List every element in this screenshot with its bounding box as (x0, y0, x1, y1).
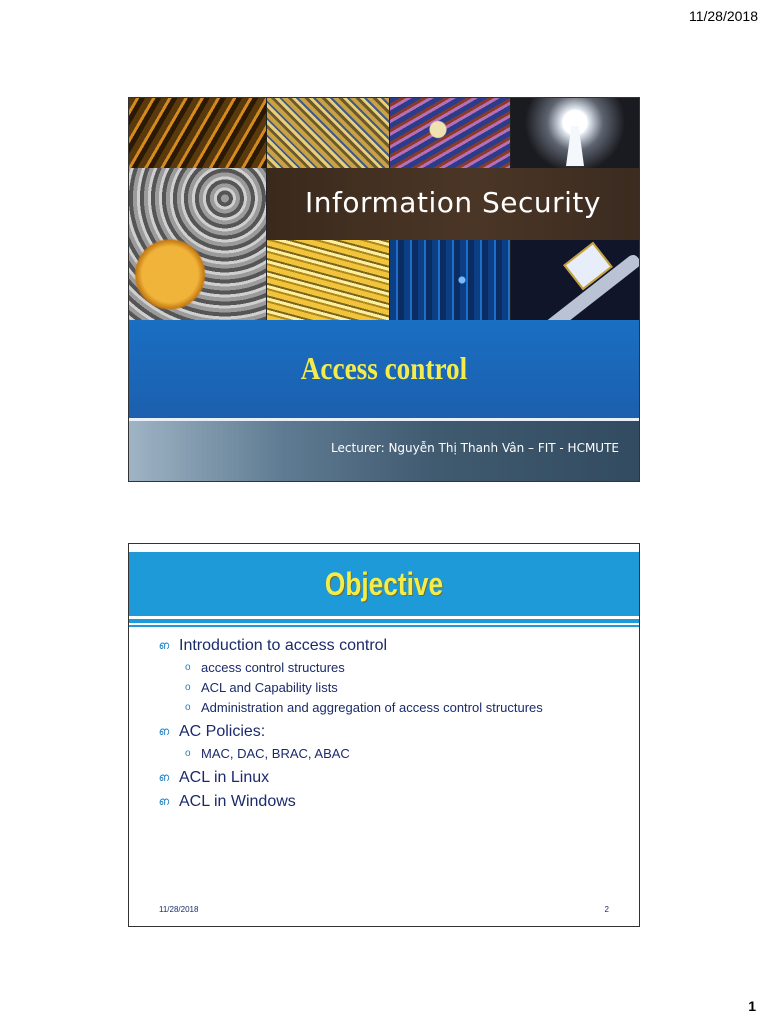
slide-objective (128, 543, 640, 927)
slide-title (128, 97, 640, 482)
sub-text: ACL and Capability lists (201, 680, 338, 695)
circle-bullet-icon: o (185, 748, 191, 759)
swirl-bullet-icon: ഩ (159, 640, 170, 652)
header-rule-thin (129, 625, 639, 627)
circle-bullet-icon: o (185, 702, 191, 713)
padlock-chain-image (129, 168, 266, 320)
circle-bullet-icon: o (185, 682, 191, 693)
bullet-text: ACL in Windows (179, 793, 296, 810)
sub-text: MAC, DAC, BRAC, ABAC (201, 746, 350, 761)
sub-item (185, 744, 543, 764)
page-date: 11/28/2018 (688, 8, 758, 24)
slide-title: Access control (300, 350, 468, 386)
bullet-text: ACL in Linux (179, 769, 270, 786)
bullet-text: Introduction to access control (179, 637, 388, 654)
swirl-bullet-icon: ഩ (159, 772, 170, 784)
lecturer-text: Lecturer: Nguyễn Thị Thanh Vân – FIT - HCMUTE (331, 441, 619, 455)
circle-bullet-icon: o (185, 662, 191, 673)
swirl-bullet-icon: ഩ (159, 726, 170, 738)
sub-list (179, 658, 543, 718)
header-rule (129, 619, 639, 623)
sub-text: access control structures (201, 660, 345, 675)
slide-footer-number: 2 (604, 905, 609, 914)
sub-item (185, 658, 543, 678)
keyhole-image (511, 98, 639, 168)
title-banner (267, 168, 639, 240)
bullet-text: AC Policies: (179, 723, 266, 740)
objective-list (159, 636, 543, 816)
blue-circuit-image (390, 240, 510, 320)
ethernet-plug-image (511, 240, 639, 320)
list-item (159, 722, 543, 764)
fiber-cables-image (267, 98, 389, 168)
page-number: 1 (748, 998, 756, 1014)
slide-footer-date: 11/28/2018 (159, 905, 199, 914)
sub-text: Administration and aggregation of access control structures (201, 700, 543, 715)
sub-item (185, 678, 543, 698)
sub-list (179, 744, 543, 764)
sub-item (185, 698, 543, 718)
list-item (159, 792, 543, 812)
swirl-bullet-icon: ഩ (159, 796, 170, 808)
circuit-board-image (129, 98, 266, 168)
slide-heading: Objective (324, 566, 444, 602)
lecturer-band (129, 421, 639, 481)
yellow-cables-image (267, 240, 389, 320)
slide-title-band (129, 320, 639, 421)
network-cable-image (390, 98, 510, 168)
banner-title: Information Security (305, 186, 601, 219)
list-item (159, 768, 543, 788)
keyhole-icon (566, 126, 584, 166)
slide-header (129, 552, 639, 616)
list-item (159, 636, 543, 718)
security-image-collage (129, 98, 639, 320)
